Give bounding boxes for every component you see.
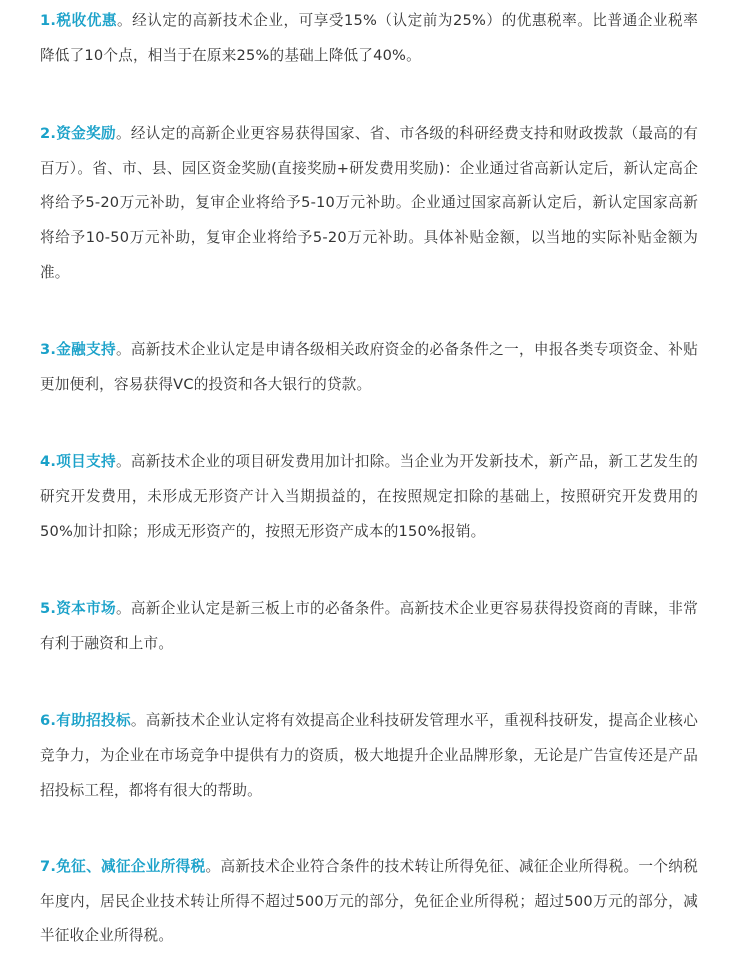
benefit-text: 。高新企业认定是新三板上市的必备条件。高新技术企业更容易获得投资商的青睐，非常有利于融资和上市。 <box>40 600 698 652</box>
benefit-text: 。高新技术企业符合条件的技术转让所得免征、减征企业所得税。一个纳税年度内，居民企业技术转让所得不超过500万元的部分，免征企业所得税；超过500万元的部分，减半征收企业所得税。 <box>40 858 698 945</box>
benefit-heading: 6.有助招投标 <box>40 712 131 730</box>
benefit-heading: 3.金融支持 <box>40 341 116 359</box>
benefit-text: 。高新技术企业认定将有效提高企业科技研发管理水平，重视科技研发，提高企业核心竞争力，为企业在市场竞争中提供有力的资质，极大地提升企业品牌形象，无论是广告宣传还是产品招投标工程，都将有很大的帮助。 <box>40 712 698 799</box>
benefit-item-project-support <box>40 445 698 549</box>
benefit-item-capital-market <box>40 592 698 661</box>
benefit-item-tax-incentive <box>40 4 698 73</box>
benefit-text: 。经认定的高新企业更容易获得国家、省、市各级的科研经费支持和财政拨款（最高的有百万）。省、市、县、园区资金奖励(直接奖励+研发费用奖励)：企业通过省高新认定后，新认定高企将给予5-20万元补助，复审企业将给予5-10万元补助。企业通过国家高新认定后，新认定国家高新将给予10-50万元补助，复审企业将给予5-20万元补助。具体补贴金额，以当地的实际补贴金额为准。 <box>40 125 698 281</box>
benefit-heading: 5.资本市场 <box>40 600 116 618</box>
benefit-text: 。高新技术企业认定是申请各级相关政府资金的必备条件之一，申报各类专项资金、补贴更加便利，容易获得VC的投资和各大银行的贷款。 <box>40 341 698 393</box>
benefit-text: 。经认定的高新技术企业，可享受15%（认定前为25%）的优惠税率。比普通企业税率降低了10个点，相当于在原来25%的基础上降低了40%。 <box>40 12 698 64</box>
benefit-item-bidding-help <box>40 704 698 808</box>
benefit-heading: 7.免征、减征企业所得税 <box>40 858 206 876</box>
benefit-heading: 4.项目支持 <box>40 453 116 471</box>
benefit-item-income-tax-exemption <box>40 850 698 954</box>
benefit-item-funding-reward <box>40 117 698 290</box>
benefit-item-financial-support <box>40 333 698 402</box>
benefit-text: 。高新技术企业的项目研发费用加计扣除。当企业为开发新技术，新产品，新工艺发生的研究开发费用，未形成无形资产计入当期损益的，在按照规定扣除的基础上，按照研究开发费用的50%加计扣除；形成无形资产的，按照无形资产成本的150%报销。 <box>40 453 698 540</box>
benefit-heading: 1.税收优惠 <box>40 12 117 29</box>
benefit-heading: 2.资金奖励 <box>40 125 116 143</box>
